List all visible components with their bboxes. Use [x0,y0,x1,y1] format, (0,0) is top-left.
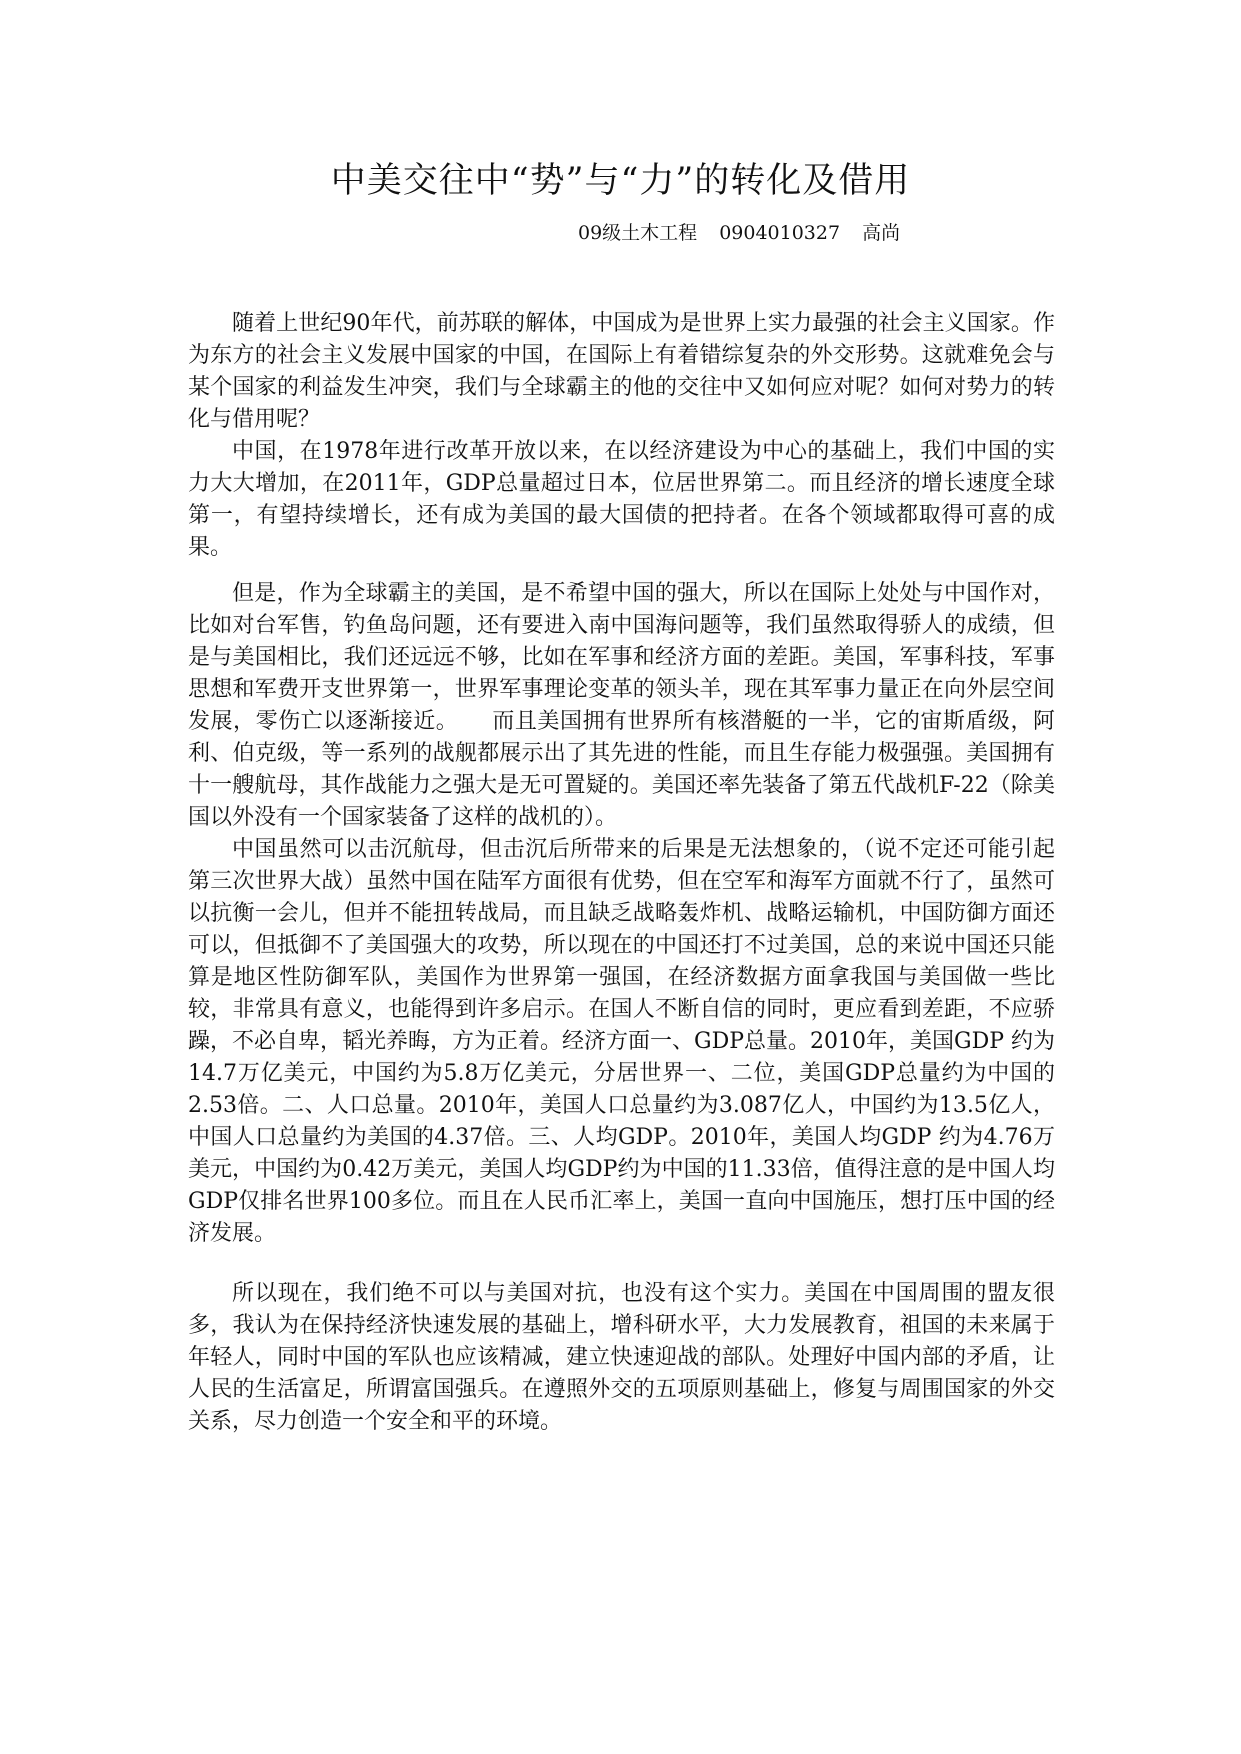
student-id: 0904010327 [719,222,841,244]
paragraph-5: 所以现在，我们绝不可以与美国对抗，也没有这个实力。美国在中国周围的盟友很多，我认为在保持经济快速发展的基础上，增科研水平，大力发展教育，祖国的未来属于年轻人，同时中国的军队也应该精减，建立快速迎战的部队。处理好中国内部的矛盾，让人民的生活富足，所谓富国强兵。在遵照外交的五项原则基础上，修复与周围国家的外交关系，尽力创造一个安全和平的环境。 [188,1281,1055,1434]
paragraph-1: 随着上世纪90年代，前苏联的解体，中国成为是世界上实力最强的社会主义国家。作为东方的社会主义发展中国家的中国，在国际上有着错综复杂的外交形势。这就难免会与某个国家的利益发生冲突，我们与全球霸主的他的交往中又如何应对呢？如何对势力的转化与借用呢？ [188,311,1055,432]
author-class: 09级土木工程 [578,222,698,244]
document-body [188,308,1055,1438]
author-name: 高尚 [862,222,901,244]
author-byline [578,220,900,246]
paragraph-2: 中国，在1978年进行改革开放以来，在以经济建设为中心的基础上，我们中国的实力大大增加，在2011年，GDP总量超过日本，位居世界第二。而且经济的增长速度全球第一，有望持续增长，还有成为美国的最大国债的把持者。在各个领域都取得可喜的成果。 [188,439,1055,560]
paragraph-4: 中国虽然可以击沉航母，但击沉后所带来的后果是无法想象的，（说不定还可能引起第三次世界大战）虽然中国在陆军方面很有优势，但在空军和海军方面就不行了，虽然可以抗衡一会儿，但并不能扭转战局，而且缺乏战略轰炸机、战略运输机，中国防御方面还可以，但抵御不了美国强大的攻势，所以现在的中国还打不过美国，总的来说中国还只能算是地区性防御军队，美国作为世界第一强国，在经济数据方面拿我国与美国做一些比较，非常具有意义，也能得到许多启示。在国人不断自信的同时，更应看到差距，不应骄躁，不必自卑，韬光养晦，方为正着。经济方面一、GDP总量。2010年，美国GDP 约为14.7万亿美元，中国约为5.8万亿美元，分居世界一、二位，美国GDP总量约为中国的2.53倍。二、人口总量。2010年，美国人口总量约为3.087亿人，中国约为13.5亿人，中国人口总量约为美国的4.37倍。三、人均GDP。2010年，美国人均GDP 约为4.76万美元，中国约为0.42万美元，美国人均GDP约为中国的11.33倍，值得注意的是中国人均GDP仅排名世界100多位。而且在人民币汇率上，美国一直向中国施压，想打压中国的经济发展。 [188,837,1056,1246]
paragraph-3: 但是，作为全球霸主的美国，是不希望中国的强大，所以在国际上处处与中国作对，比如对台军售，钓鱼岛问题，还有要进入南中国海问题等，我们虽然取得骄人的成绩，但是与美国相比，我们还远远不够，比如在军事和经济方面的差距。美国，军事科技，军事思想和军费开支世界第一，世界军事理论变革的领头羊，现在其军事力量正在向外层空间发展，零伤亡以逐渐接近。 而且美国拥有世界所有核潜艇的一半，它的宙斯盾级，阿利、伯克级，等一系列的战舰都展示出了其先进的性能，而且生存能力极强强。美国拥有十一艘航母，其作战能力之强大是无可置疑的。美国还率先装备了第五代战机F-22（除美国以外没有一个国家装备了这样的战机的）。 [188,581,1055,830]
document-title: 中美交往中“势”与“力”的转化及借用 [330,161,911,201]
